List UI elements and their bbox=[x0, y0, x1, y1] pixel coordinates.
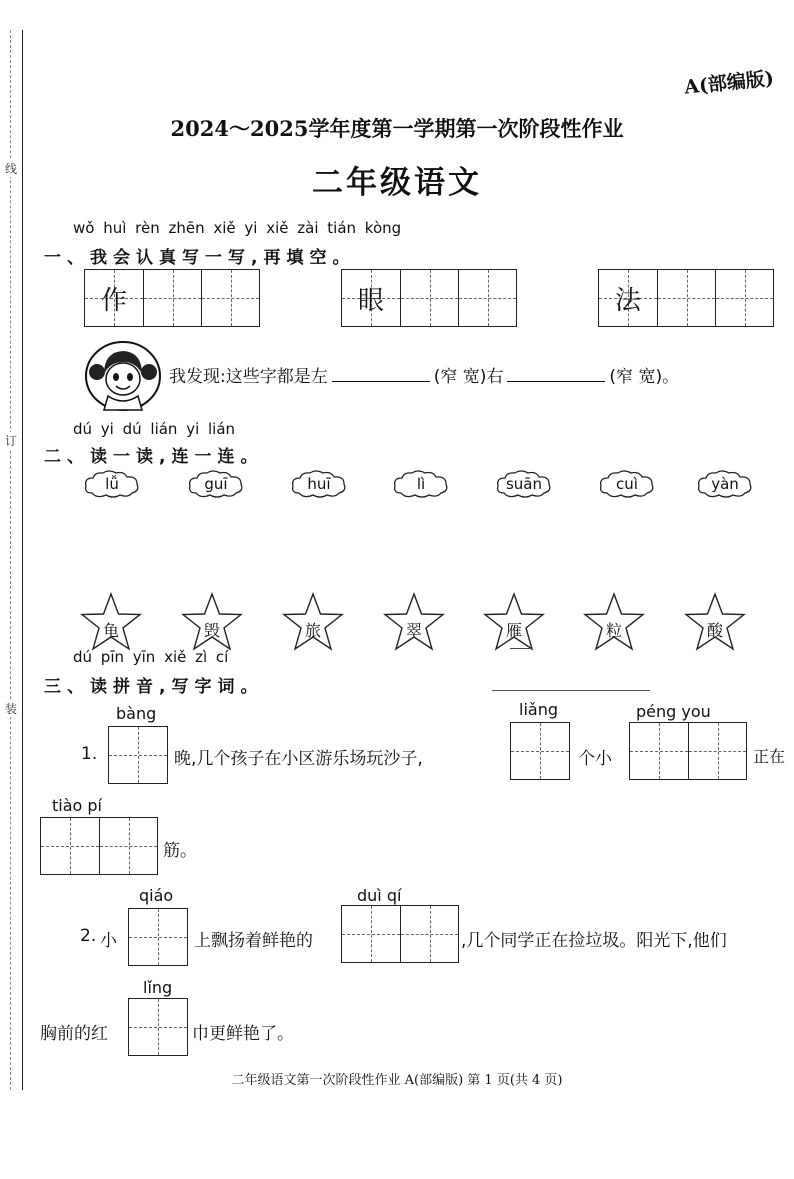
char-grid-3 bbox=[598, 269, 774, 327]
pinyin-ling: lǐng bbox=[143, 978, 173, 997]
q1-text-a: 晚,几个孩子在小区游乐场玩沙子, bbox=[174, 749, 423, 769]
character-star[interactable] bbox=[684, 592, 746, 652]
answer-grid-ling bbox=[128, 998, 188, 1056]
section1-heading: 一、我会认真写一写,再填空。 bbox=[44, 248, 356, 268]
pinyin-cloud[interactable] bbox=[597, 469, 657, 499]
write-cell[interactable] bbox=[201, 270, 259, 326]
write-cell[interactable] bbox=[41, 818, 99, 874]
character-star[interactable] bbox=[282, 592, 344, 652]
section3-heading: 三、读拼音,写字词。 bbox=[44, 677, 264, 697]
pinyin-liang: liǎng bbox=[519, 700, 558, 719]
star-character: 酸 bbox=[706, 621, 723, 640]
write-cell[interactable] bbox=[400, 270, 458, 326]
girl-illustration bbox=[84, 340, 162, 412]
grid-char: 作 bbox=[100, 285, 127, 316]
q1-text-d: 筋。 bbox=[163, 841, 197, 861]
pinyin-cloud[interactable] bbox=[82, 469, 142, 499]
answer-blank-2[interactable] bbox=[507, 363, 605, 382]
character-star[interactable] bbox=[80, 592, 142, 652]
star-character: 翠 bbox=[405, 621, 422, 640]
section3-pinyin: dú pīn yīn xiě zì cí bbox=[73, 648, 229, 666]
q2-text-c: ,几个同学正在捡垃圾。阳光下,他们 bbox=[461, 931, 727, 951]
binding-label-order: 订 bbox=[5, 434, 18, 448]
star-character: 毁 bbox=[203, 621, 220, 640]
write-cell[interactable] bbox=[715, 270, 773, 326]
answer-grid-pengyou bbox=[629, 722, 747, 780]
q2-text-a: 小 bbox=[100, 931, 117, 951]
answer-grid-qiao bbox=[128, 908, 188, 966]
section2-heading: 二、读一读,连一连。 bbox=[44, 447, 264, 467]
cloud-pinyin: lì bbox=[416, 475, 426, 493]
char-grid-1 bbox=[84, 269, 260, 327]
character-star[interactable] bbox=[483, 592, 545, 652]
cloud-pinyin: suān bbox=[505, 475, 543, 493]
q2-text-b: 上飘扬着鲜艳的 bbox=[194, 931, 313, 951]
section2-pinyin: dú yi dú lián yi lián bbox=[73, 420, 236, 438]
write-cell[interactable] bbox=[143, 270, 201, 326]
grid-char: 法 bbox=[614, 285, 641, 316]
pinyin-tiaopi: tiào pí bbox=[52, 796, 102, 815]
pinyin-qiao: qiáo bbox=[139, 886, 174, 905]
q2-text-d: 胸前的红 bbox=[40, 1024, 108, 1044]
char-grid-2 bbox=[341, 269, 517, 327]
edition-label: A(部编版) bbox=[683, 67, 776, 99]
pinyin-cloud[interactable] bbox=[695, 469, 755, 499]
cloud-pinyin: cuì bbox=[616, 475, 638, 493]
write-cell[interactable] bbox=[630, 723, 688, 779]
binding-label-bind: 装 bbox=[5, 702, 18, 716]
write-cell[interactable] bbox=[342, 906, 400, 962]
star-character: 龟 bbox=[102, 621, 119, 640]
scan-mark bbox=[492, 690, 650, 691]
q2-number: 2. bbox=[80, 926, 97, 946]
character-star[interactable] bbox=[583, 592, 645, 652]
q1-text-b: 个小 bbox=[578, 749, 612, 769]
write-cell[interactable] bbox=[688, 723, 746, 779]
star-character: 旅 bbox=[304, 621, 321, 640]
exam-title: 2024～2025学年度第一学期第一次阶段性作业 bbox=[170, 116, 624, 141]
write-cell[interactable] bbox=[458, 270, 516, 326]
write-cell[interactable] bbox=[400, 906, 458, 962]
page-footer: 二年级语文第一次阶段性作业 A(部编版) 第 1 页(共 4 页) bbox=[231, 1073, 563, 1088]
subject-title: 二年级语文 bbox=[312, 165, 482, 201]
answer-grid-bang bbox=[108, 726, 168, 784]
section1-prompt: 我发现:这些字都是左 (窄 宽)右 (窄 宽)。 bbox=[169, 362, 679, 387]
star-character: 粒 bbox=[605, 621, 622, 640]
character-star[interactable] bbox=[181, 592, 243, 652]
pinyin-cloud[interactable] bbox=[494, 469, 554, 499]
pinyin-bang: bàng bbox=[116, 704, 157, 723]
write-cell[interactable] bbox=[129, 909, 187, 965]
grid-char: 眼 bbox=[357, 285, 384, 316]
star-character: 雁 bbox=[505, 621, 522, 640]
section1-pinyin: wǒ huì rèn zhēn xiě yi xiě zài tián kòng bbox=[73, 219, 402, 237]
cloud-pinyin: lǚ bbox=[105, 475, 119, 493]
write-cell[interactable] bbox=[657, 270, 715, 326]
scan-mark bbox=[510, 648, 532, 649]
cloud-pinyin: guī bbox=[204, 475, 228, 493]
pinyin-duiqi: duì qí bbox=[357, 886, 402, 905]
binding-label-line: 线 bbox=[5, 162, 18, 176]
q1-number: 1. bbox=[81, 744, 98, 764]
write-cell[interactable] bbox=[99, 818, 157, 874]
character-star[interactable] bbox=[383, 592, 445, 652]
answer-blank-1[interactable] bbox=[332, 363, 430, 382]
answer-grid-tiaopi bbox=[40, 817, 158, 875]
answer-grid-duiqi bbox=[341, 905, 459, 963]
answer-grid-liang bbox=[510, 722, 570, 780]
pinyin-pengyou: péng you bbox=[636, 702, 711, 721]
q2-text-e: 巾更鲜艳了。 bbox=[192, 1024, 294, 1044]
pinyin-cloud[interactable] bbox=[186, 469, 246, 499]
write-cell[interactable] bbox=[109, 727, 167, 783]
pinyin-cloud[interactable] bbox=[289, 469, 349, 499]
q1-text-c: 正在 bbox=[753, 747, 786, 766]
cloud-pinyin: huī bbox=[307, 475, 331, 493]
write-cell[interactable] bbox=[511, 723, 569, 779]
write-cell[interactable] bbox=[129, 999, 187, 1055]
pinyin-cloud[interactable] bbox=[391, 469, 451, 499]
cloud-pinyin: yàn bbox=[711, 475, 739, 493]
